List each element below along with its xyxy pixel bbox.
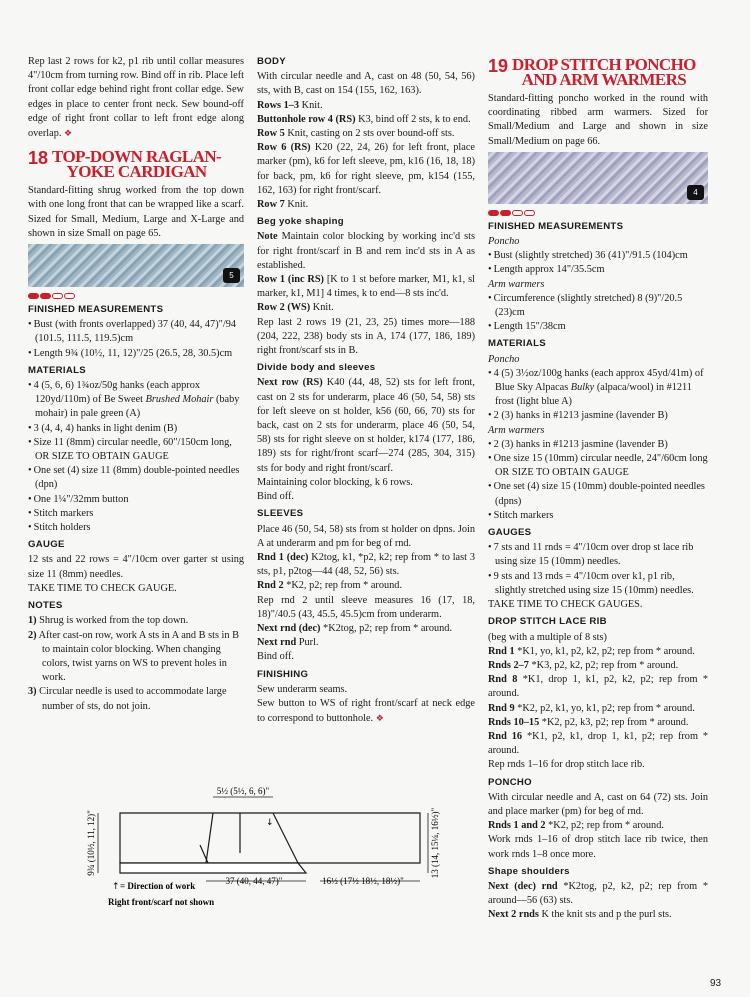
list-item: • One set (4) size 11 (8mm) double-pointed needles (dpn) (28, 464, 244, 492)
instruction-row: Rnds 1 and 2 *K2, p2; rep from * around. (488, 820, 664, 832)
shape-shoulders-heading: Shape shoulders (488, 865, 570, 877)
list-item: • Circumference (slightly stretched) 8 (9)"/20.5 (23)cm (488, 292, 708, 320)
instruction-row: Row 7 Knit. (257, 199, 309, 211)
arm-measurements-list (488, 292, 708, 335)
instruction-row: Rnd 16 *K1, p2, k1, drop 1, k1, p2; rep from * around. (488, 730, 709, 757)
band (120, 863, 306, 873)
instruction-row: Row 5 Knit, casting on 2 sts over bound-off sts. (257, 128, 455, 140)
instruction-row: (beg with a multiple of 8 sts) (488, 631, 607, 643)
instruction-row: Next row (RS) K40 (44, 48, 52) sts for left front, cast on 2 sts for underarm, place 46 (50, 54, 58) sts for left sleeve on st holder, k56 (60, 66, 70) sts for back, cast on 2 sts for underarm, place 46 (50, 54, 58) sts for right sleeve on st holder, k174 (177, 186, 189) sts for right/front scarf—274 (285, 304, 315) sts for body and right front/scarf. (257, 377, 475, 474)
pattern-18-title (28, 147, 244, 182)
yarn-swatch-image (488, 152, 708, 204)
sleeve-line-right (273, 813, 298, 863)
materials-heading: MATERIALS (28, 364, 86, 376)
column-right (488, 55, 708, 923)
gauge-check-text: TAKE TIME TO CHECK GAUGES. (488, 599, 643, 611)
direction-arrow-icon: ↓ (266, 818, 274, 828)
list-item: • One set (4) size 15 (10mm) double-pointed needles (dpns) (488, 480, 708, 508)
list-item: • Length 9¾ (10½, 11, 12)"/25 (26.5, 28, 30.5)cm (28, 347, 244, 361)
list-item: • 4 (5) 3½oz/100g hanks (each approx 45yd/41m) of Blue Sky Alpacas Bulky (alpaca/wool) in #1211 frost (light blue A) (488, 367, 708, 410)
instruction-row: Place 46 (50, 54, 58) sts from st holder on dpns. Join A at underarm and pm for beg of rnd. (257, 523, 475, 549)
gauge-check-text: TAKE TIME TO CHECK GAUGE. (28, 582, 177, 594)
list-item: • 2 (3) hanks in #1213 jasmine (lavender B) (488, 438, 708, 452)
bottom-left-label: 37 (40, 44, 47)" (225, 876, 283, 886)
pattern-title-line2: AND ARM WARMERS (521, 70, 687, 89)
list-item: • One size 15 (10mm) circular needle, 24"/60cm long OR SIZE TO OBTAIN GAUGE (488, 452, 708, 480)
materials-heading: MATERIALS (488, 338, 546, 350)
list-item: • Stitch holders (28, 521, 244, 535)
list-item: • 9 sts and 13 rnds = 4"/10cm over k1, p1 rib, slightly stretched using size 15 (10mm) needles. (488, 570, 708, 598)
end-diamond-icon: ❖ (64, 128, 73, 139)
instruction-row: Work rnds 1–16 of drop stitch lace rib twice, then work rnds 1–8 once more. (488, 834, 708, 860)
instruction-row: Row 6 (RS) K20 (22, 24, 26) for left front, place marker (pm), k6 for left sleeve, pm, k16 (16, 18, 18) for back, pm, k6 for right sleeve, pm, k154 (155, 162, 163) for right front/scarf. (257, 142, 475, 196)
pattern-description: Standard-fitting poncho worked in the round with coordinating ribbed arm warmers. Sized for Small/Medium and Large and shown in size Small/Medium on page 66. (488, 93, 708, 147)
instruction-row: Rnds 10–15 *K2, p2, k3, p2; rep from * around. (488, 716, 689, 728)
schematic-diagram (88, 785, 488, 915)
instruction-row: Rep rnds 1–16 for drop stitch lace rib. (488, 759, 645, 771)
instruction-row: Rnd 2 *K2, p2; rep from * around. (257, 580, 403, 592)
gauge-text: 12 sts and 22 rows = 4"/10cm over garter st using size 11 (8mm) needles. (28, 554, 244, 580)
list-item: • Length 15"/38cm (488, 320, 708, 334)
instruction-row: Sew underarm seams. (257, 683, 348, 695)
collar-finish-text: Rep last 2 rows for k2, p1 rib until collar measures 4"/10cm from turning row. Bind off in rib. Place left front collar edge behind right front collar edge. Sew edges in place to center front neck. Sew bound-off edge of right front collar to left front edge along overlap. ❖ (28, 56, 244, 140)
instruction-row: Row 1 (inc RS) [K to 1 st before marker, M1, k1, sl marker, k1, M1] 4 times, k to end—8 sts inc'd. (257, 274, 475, 300)
instruction-row: Bind off. (257, 491, 294, 503)
instruction-row: With circular needle and A, cast on 64 (72) sts. Join and place marker (pm) for beg of rnd. (488, 791, 708, 817)
divide-heading: Divide body and sleeves (257, 362, 376, 374)
pattern-title-line1: TOP-DOWN RAGLAN- (52, 147, 222, 167)
list-item: • Size 11 (8mm) circular needle, 60"/150cm long, OR SIZE TO OBTAIN GAUGE (28, 436, 244, 464)
instruction-row: Bind off. (257, 651, 294, 663)
list-item: • 2 (3) hanks in #1213 jasmine (lavender B) (488, 409, 708, 423)
instruction-row: Maintaining color blocking, k 6 rows. (257, 476, 413, 488)
list-item: 3) Circular needle is used to accommodate large number of sts, do not join. (28, 686, 227, 712)
column-middle (257, 55, 475, 726)
instruction-row: Rep last 2 rows 19 (21, 23, 25) times more—188 (204, 222, 238) body sts in A, 174 (177, 186, 189) right front/scarf sts in B. (257, 316, 475, 357)
list-item: • Bust (slightly stretched) 36 (41)"/91.5 (104)cm (488, 249, 708, 263)
instruction-row: Sew button to WS of right front/scarf at neck edge to correspond to buttonhole. ❖ (257, 697, 475, 725)
column-left (28, 55, 244, 714)
instruction-row: Next 2 rnds K the knit sts and p the purl sts. (488, 909, 672, 921)
pattern-title-line2: YOKE CARDIGAN (66, 162, 207, 182)
legend-text: = Direction of work (120, 881, 196, 891)
poncho-heading: PONCHO (488, 776, 532, 788)
instruction-row: Next rnd (dec) *K2tog, p2; rep from * around. (257, 622, 453, 634)
poncho-label: Poncho (488, 236, 520, 248)
instruction-row: Rnd 1 *K1, yo, k1, p2, k2, p2; rep from * around. (488, 645, 695, 657)
arm-materials-list (488, 438, 708, 523)
list-item: 2) After cast-on row, work A sts in A and B sts in B to maintain color blocking. When changing colors, twist yarns on WS to prevent holes in work. (28, 629, 239, 684)
sleeves-heading: SLEEVES (257, 508, 304, 520)
poncho-measurements-list (488, 249, 708, 277)
gauges-list (488, 541, 708, 598)
sleeve-line-left (206, 813, 213, 863)
finished-measurements-heading: FINISHED MEASUREMENTS (28, 304, 164, 316)
notes-heading: NOTES (28, 600, 63, 612)
gauges-heading: GAUGES (488, 527, 532, 539)
legend-arrow-icon: ↑ (112, 882, 120, 892)
instruction-row: Rnds 2–7 *K3, p2, k2, p2; rep from * around. (488, 659, 679, 671)
skill-level-indicator (28, 293, 244, 299)
instruction-row: Rep rnd 2 until sleeve measures 16 (17, 18, 18)"/40.5 (43, 45.5, 45.5)cm from underarm. (257, 594, 475, 620)
bottom-right-label: 16½ (17½ 18½, 18½)" (322, 876, 404, 886)
instruction-row: Rnd 9 *K2, p2, k1, yo, k1, p2; rep from * around. (488, 702, 695, 714)
pattern-number: 19 (488, 56, 509, 76)
arm-warmers-label: Arm warmers (488, 424, 545, 436)
skill-level-indicator (488, 210, 708, 216)
diagram-caption: Right front/scarf not shown (108, 897, 215, 907)
finished-measurements-heading: FINISHED MEASUREMENTS (488, 220, 624, 232)
yarn-weight-icon: 5 (223, 268, 240, 283)
list-item: • 7 sts and 11 rnds = 4"/10cm over drop st lace rib using size 15 (10mm) needles. (488, 541, 708, 569)
instruction-row: Rows 1–3 Knit. (257, 99, 323, 111)
body-intro: With circular needle and A, cast on 48 (50, 54, 56) sts, with B, cast on 154 (155, 162, 163). (257, 71, 475, 97)
yarn-swatch-image (28, 244, 244, 287)
instruction-row: Row 2 (WS) Knit. (257, 302, 334, 314)
pattern-number: 18 (28, 148, 49, 169)
list-item: • Length approx 14"/35.5cm (488, 263, 708, 277)
end-diamond-icon: ❖ (375, 713, 384, 724)
pattern-19-title (488, 57, 708, 87)
arm-warmers-label: Arm warmers (488, 278, 545, 290)
list-item: • 4 (5, 6, 6) 1¾oz/50g hanks (each approx 120yd/110m) of Be Sweet Brushed Mohair (baby mohair) in pale green (A) (28, 379, 244, 422)
top-width-label: 5½ (5½, 6, 6)" (216, 786, 270, 796)
lace-rib-heading: DROP STITCH LACE RIB (488, 616, 607, 628)
instruction-row: Rnd 1 (dec) K2tog, k1, *p2, k2; rep from * to last 3 sts, p1, p2tog—44 (48, 52, 56) sts. (257, 551, 475, 578)
materials-list (28, 379, 244, 535)
instruction-row: Next rnd Purl. (257, 637, 319, 649)
poncho-label: Poncho (488, 353, 520, 365)
finished-measurements-list (28, 318, 244, 361)
list-item: • Bust (with fronts overlapped) 37 (40, 44, 47)"/94 (101.5, 111.5, 119.5)cm (28, 318, 244, 346)
pattern-title-line1: DROP STITCH PONCHO (512, 55, 696, 74)
page-number: 93 (710, 978, 722, 989)
list-item: • Stitch markers (28, 507, 244, 521)
gauge-heading: GAUGE (28, 539, 65, 551)
list-item: • One 1¼"/32mm button (28, 493, 244, 507)
list-item: • 3 (4, 4, 4) hanks in light denim (B) (28, 422, 244, 436)
body-heading: BODY (257, 56, 286, 67)
list-item: • Stitch markers (488, 509, 708, 523)
left-height-label: 9¾ (10½, 11, 12)" (86, 810, 96, 876)
instruction-row: Next (dec) rnd *K2tog, p2, k2, p2; rep from * around—56 (63) sts. (488, 880, 708, 907)
instruction-row: Note Maintain color blocking by working inc'd sts for right front/scarf in B and rem inc'd sts in A as established. (257, 231, 475, 271)
instruction-row: Buttonhole row 4 (RS) K3, bind off 2 sts, k to end. (257, 113, 471, 125)
right-height-label: 13 (14, 15¼, 16½)" (430, 807, 440, 879)
yoke-shaping-heading: Beg yoke shaping (257, 216, 344, 228)
poncho-materials-list (488, 367, 708, 424)
notes-list (28, 614, 244, 713)
yarn-weight-icon: 4 (687, 185, 704, 200)
pattern-description: Standard-fitting shrug worked from the top down with one long front that can be wrapped like a scarf. Sized for Small, Medium, Large and X-Large and shown in size Small on page 65. (28, 185, 244, 239)
finishing-heading: FINISHING (257, 668, 309, 680)
list-item: 1) Shrug is worked from the top down. (28, 615, 189, 627)
instruction-row: Rnd 8 *K1, drop 1, k1, p2, k2, p2; rep from * around. (488, 674, 708, 700)
